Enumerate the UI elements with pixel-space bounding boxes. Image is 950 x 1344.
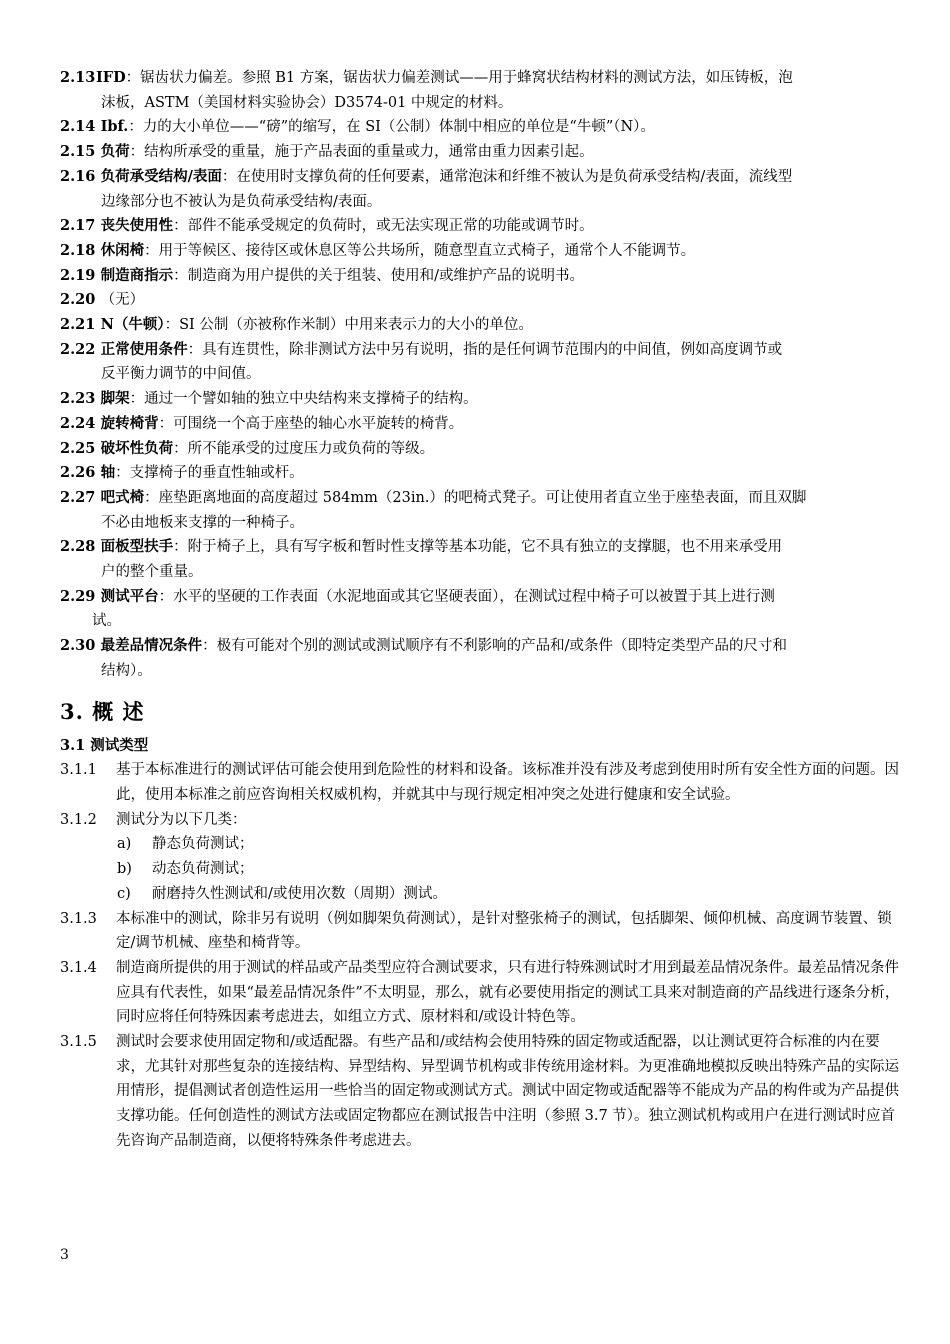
list-text: 动态负荷测试；: [152, 861, 254, 878]
definition-separator: ：: [173, 440, 188, 457]
list-text: 静态负荷测试；: [152, 836, 254, 853]
definition-text: 通过一个譬如轴的独立中央结构来支撑椅子的结构。: [144, 391, 478, 408]
definition-number: 2.19: [60, 266, 96, 284]
definition-number: 2.25: [60, 439, 96, 457]
definition-text: 支撑椅子的垂直性轴或杆。: [129, 465, 304, 482]
paragraph-text: 本标准中的测试，除非另有说明（例如脚架负荷测试），是针对整张椅子的测试，包括脚架、倾仰机械、高度调节装置、锁定/调节机械、座垫和椅背等。: [116, 910, 892, 952]
definition-term: 休闲椅: [100, 241, 145, 259]
definition-term: 轴: [100, 464, 116, 482]
definition-item: [60, 115, 905, 140]
definition-separator: ：: [164, 317, 180, 334]
definition-text: 结构所承受的重量，施于产品表面的重量或力，通常由重力因素引起。: [144, 144, 594, 161]
paragraph-text: 测试分为以下几类：: [116, 811, 247, 828]
definition-continuation: 户的整个重量。: [101, 564, 203, 581]
list-item: [60, 832, 905, 857]
definition-text: 极有可能对个别的测试或测试顺序有不利影响的产品和/或条件（即特定类型产品的尺寸和: [216, 638, 787, 655]
definition-text: 用于等候区、接待区或休息区等公共场所，随意型直立式椅子，通常个人不能调节。: [158, 242, 696, 259]
list-item: [60, 857, 905, 882]
list-marker: a): [117, 836, 132, 853]
paragraph-number: 3.1.2: [60, 811, 97, 828]
definition-number: 2.22: [60, 340, 96, 358]
definition-continuation: 沫板，ASTM（美国材料实验协会）D3574-01 中规定的材料。: [101, 94, 513, 111]
page-number: 3: [60, 1247, 69, 1263]
definition-item: [60, 313, 905, 338]
definition-number: 2.14: [60, 118, 96, 136]
definition-separator: ：: [158, 415, 174, 432]
definition-item: [60, 288, 905, 313]
definition-separator: ：: [144, 242, 159, 259]
definition-number: 2.18: [60, 241, 96, 259]
definition-separator: ：: [125, 70, 141, 86]
list-item: [60, 882, 905, 907]
definition-term: N（牛顿）: [100, 316, 165, 334]
list-marker: c): [117, 885, 131, 902]
definition-number: 2.30: [60, 637, 96, 655]
subsection-title: 3.1 测试类型: [60, 736, 149, 754]
definition-number: 2.27: [60, 488, 96, 506]
definition-text: 在使用时支撑负荷的任何要素，通常泡沫和纤维不被认为是负荷承受结构/表面，流线型: [236, 168, 793, 185]
definition-item: [60, 634, 905, 683]
definition-item: [60, 165, 905, 214]
definition-separator: ：: [129, 144, 145, 161]
paragraph: [60, 907, 905, 956]
document-page: [60, 66, 905, 1154]
definition-continuation: 试。: [92, 613, 121, 630]
definition-separator: ：: [115, 465, 130, 482]
definitions-list: [60, 66, 905, 684]
definition-text: 制造商为用户提供的关于组装、使用和/或维护产品的说明书。: [187, 267, 584, 284]
definition-term: 面板型扶手: [100, 538, 174, 556]
definition-term: 破坏性负荷: [100, 439, 174, 457]
definition-item: [60, 338, 905, 387]
definition-continuation: 结构）。: [101, 662, 152, 679]
definition-text: （无）: [100, 292, 145, 309]
list-text: 耐磨持久性测试和/或使用次数（周期）测试。: [152, 885, 447, 902]
definition-number: 2.28: [60, 538, 96, 556]
definition-number: 2.15: [60, 143, 96, 161]
definition-continuation: 反平衡力调节的中间值。: [101, 366, 261, 383]
definition-separator: ：: [158, 588, 174, 605]
definition-term: 负荷承受结构/表面: [100, 167, 222, 185]
definition-item: [60, 412, 905, 437]
paragraph-number: 3.1.5: [60, 1034, 97, 1051]
definition-item: [60, 214, 905, 239]
definition-number: 2.29: [60, 587, 96, 605]
definition-term: 正常使用条件: [100, 340, 188, 358]
definition-text: SI 公制（亦被称作米制）中用来表示力的大小的单位。: [179, 317, 533, 334]
definition-number: 2.24: [60, 414, 96, 432]
definition-text: 部件不能承受规定的负荷时，或无法实现正常的功能或调节时。: [187, 218, 594, 235]
definition-number: 2.26: [60, 464, 96, 482]
definition-text: 附于椅子上，具有写字板和暂时性支撑等基本功能，它不具有独立的支撑腿，也不用来承受用: [187, 539, 783, 556]
definition-term: 最差品情况条件: [100, 637, 203, 655]
definition-number: 2.13: [60, 69, 96, 86]
definition-term: IFD: [96, 69, 126, 86]
definition-text: 可围绕一个高于座垫的轴心水平旋转的椅背。: [173, 415, 464, 432]
definition-item: [60, 140, 905, 165]
definition-item: [60, 66, 905, 115]
paragraph: [60, 758, 905, 807]
definition-number: 2.23: [60, 390, 96, 408]
paragraph-text: 测试时会要求使用固定物和/或适配器。有些产品和/或结构会使用特殊的固定物或适配器，以让测试更符合标准的内在要求，尤其针对那些复杂的连接结构、异型结构、异型调节机构或非传统用途材料。为更准确地模拟反映出特殊产品的实际运用情形，提倡测试者创造性运用一些恰当的固定物或测试方式。测试中固定物或适配器等不能成为产品的构件或为产品提供支撑功能。任何创造性的测试方法或固定物都应在测试报告中注明（参照 3.7 节）。独立测试机构或用户在进行测试时应首先咨询产品制造商，以便将特殊条件考虑进去。: [116, 1034, 899, 1149]
definition-text: 力的大小单位——“磅”的缩写，在 SI（公制）体制中相应的单位是“牛顿”（N）。: [142, 119, 655, 136]
definition-continuation: 边缘部分也不被认为是负荷承受结构/表面。: [101, 193, 382, 210]
definition-item: [60, 585, 905, 634]
paragraph-text: 基于本标准进行的测试评估可能会使用到危险性的材料和设备。该标准并没有涉及考虑到使用时所有安全性方面的问题。因此，使用本标准之前应咨询相关权威机构，并就其中与现行规定相冲突之处进行健康和安全试验。: [116, 762, 899, 803]
definition-item: [60, 486, 905, 535]
definition-separator: ：: [129, 391, 145, 408]
definition-term: 丧失使用性: [100, 217, 174, 235]
definition-separator: ：: [221, 168, 237, 185]
definition-number: 2.16: [60, 167, 96, 185]
definition-separator: ：: [173, 267, 188, 284]
definition-text: 具有连贯性，除非测试方法中另有说明，指的是任何调节范围内的中间值，例如高度调节或: [202, 341, 783, 358]
definition-term: Ibf.: [100, 118, 129, 136]
paragraph: [60, 956, 905, 1030]
definition-separator: ：: [202, 638, 217, 655]
definition-item: [60, 239, 905, 264]
definition-item: [60, 535, 905, 584]
definition-term: 负荷: [100, 143, 130, 161]
definition-number: 2.20: [60, 291, 96, 309]
definition-separator: ：: [173, 539, 188, 556]
definition-item: [60, 461, 905, 486]
definition-number: 2.17: [60, 217, 96, 235]
definition-term: 制造商指示: [100, 266, 174, 284]
paragraph-number: 3.1.1: [60, 762, 97, 779]
definition-term: 测试平台: [100, 587, 159, 605]
definition-item: [60, 437, 905, 462]
definition-number: 2.21: [60, 316, 96, 334]
paragraph: [60, 808, 905, 833]
definition-text: 水平的坚硬的工作表面（水泥地面或其它坚硬表面），在测试过程中椅子可以被置于其上进行测: [173, 588, 775, 605]
list-marker: b): [117, 861, 132, 878]
paragraph-number: 3.1.3: [60, 910, 97, 927]
definition-text: 座垫距离地面的高度超过 584mm（23in.）的吧椅式凳子。可让使用者直立坐于座垫表面，而且双脚: [158, 489, 807, 506]
definition-term: 旋转椅背: [100, 414, 159, 432]
definition-separator: ：: [144, 489, 159, 506]
definition-separator: ：: [128, 119, 143, 136]
definition-continuation: 不必由地板来支撑的一种椅子。: [101, 514, 304, 531]
definition-separator: ：: [187, 341, 203, 358]
paragraph-text: 制造商所提供的用于测试的样品或产品类型应符合测试要求，只有进行特殊测试时才用到最差品情况条件。最差品情况条件应具有代表性，如果“最差品情况条件”不太明显，那么，就有必要使用指定的测试工具来对制造商的产品线进行逐条分析，同时应将任何特殊因素考虑进去，如组立方式、原材料和/或设计特色等。: [116, 959, 900, 1026]
definition-item: [60, 387, 905, 412]
definition-text: 锯齿状力偏差。参照 B1 方案，锯齿状力偏差测试——用于蜂窝状结构材料的测试方法，如压铸板，泡: [140, 70, 793, 86]
paragraph: [60, 1030, 905, 1154]
section-title: 3. 概 述: [60, 698, 145, 724]
definition-term: 脚架: [100, 390, 130, 408]
definition-text: 所不能承受的过度压力或负荷的等级。: [187, 440, 435, 457]
definition-separator: ：: [173, 218, 188, 235]
definition-term: 吧式椅: [100, 488, 145, 506]
paragraph-number: 3.1.4: [60, 959, 97, 976]
definition-item: [60, 264, 905, 289]
